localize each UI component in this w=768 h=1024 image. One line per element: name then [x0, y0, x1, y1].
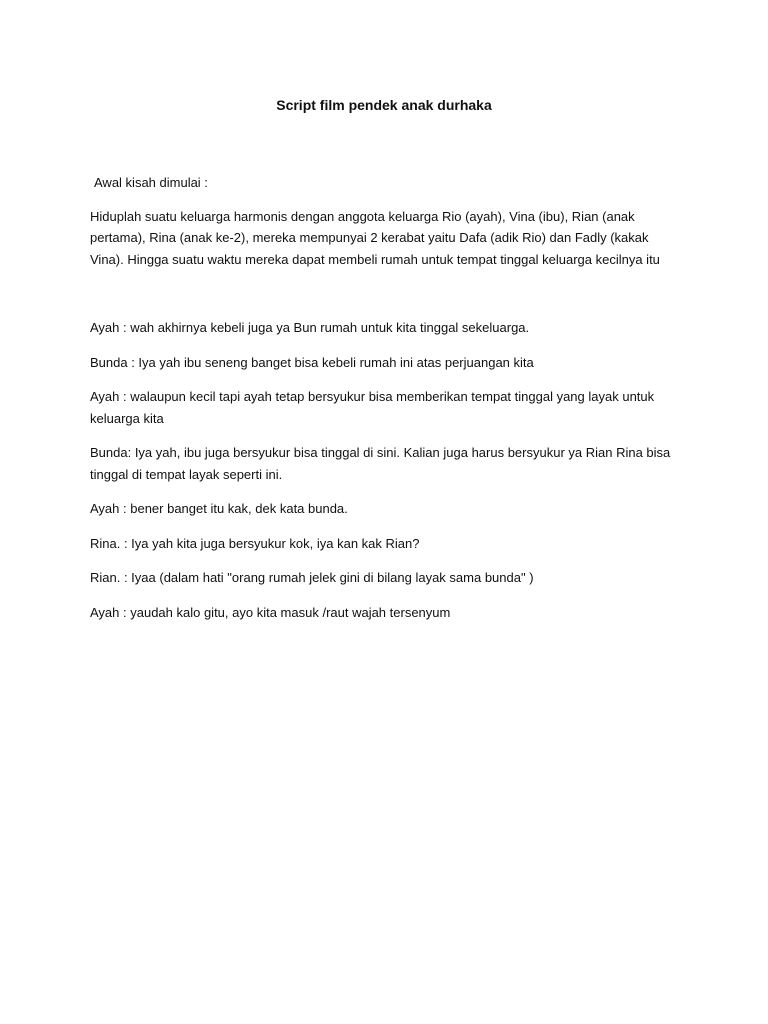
dialogue-line: Ayah : bener banget itu kak, dek kata bunda. — [90, 501, 348, 516]
dialogue-line: Ayah : wah akhirnya kebeli juga ya Bun rumah untuk kita tinggal sekeluarga. — [90, 320, 530, 335]
narration-paragraph: Hiduplah suatu keluarga harmonis dengan anggota keluarga Rio (ayah), Vina (ibu), Rian (anak pertama), Rina (anak ke-2), mereka mempunyai 2 kerabat yaitu Dafa (adik Rio) dan Fadly (kakak Vina). Hingga suatu waktu mereka dapat membeli rumah untuk tempat tinggal keluarga kecilnya itu — [90, 208, 660, 267]
document-title: Script film pendek anak durhaka — [276, 97, 492, 113]
intro-heading: Awal kisah dimulai : — [94, 175, 208, 190]
dialogue-line: Rian. : Iyaa (dalam hati "orang rumah jelek gini di bilang layak sama bunda" ) — [90, 570, 534, 585]
dialogue-line: Ayah : yaudah kalo gitu, ayo kita masuk /raut wajah tersenyum — [90, 604, 451, 620]
dialogue-line: Rina. : Iya yah kita juga bersyukur kok, iya kan kak Rian? — [90, 535, 420, 551]
dialogue-line: Ayah : walaupun kecil tapi ayah tetap bersyukur bisa memberikan tempat tinggal yang layak untuk keluarga kita — [90, 389, 655, 426]
document-body — [90, 172, 672, 636]
dialogue-line: Bunda : Iya yah ibu seneng banget bisa kebeli rumah ini atas perjuangan kita — [90, 354, 534, 370]
dialogue-line: Bunda: Iya yah, ibu juga bersyukur bisa tinggal di sini. Kalian juga harus bersyukur ya Rian Rina bisa tinggal di tempat layak seperti ini. — [90, 445, 671, 482]
